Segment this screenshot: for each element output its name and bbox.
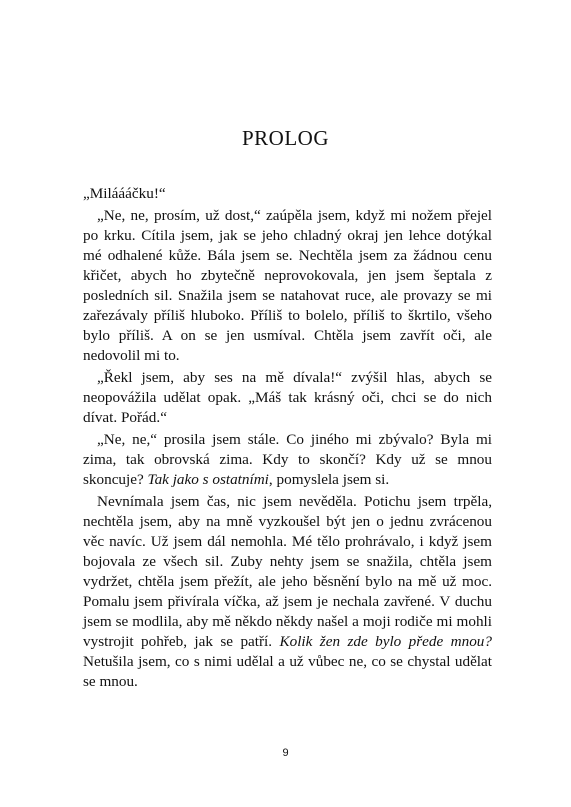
paragraph-1 [83, 184, 492, 204]
paragraph-4 [83, 430, 492, 490]
italic-thought: Kolik žen zde bylo přede mnou? [279, 633, 492, 650]
paragraph-text: Netušila jsem, co s nimi udělal a už vůbec ne, co se chystal udělat se mnou. [83, 653, 492, 690]
paragraph-text: „Miláááčku!“ [83, 185, 166, 202]
paragraph-3 [83, 368, 492, 428]
chapter-title: PROLOG [241, 126, 329, 150]
italic-thought: Tak jako s ostatními [147, 471, 269, 488]
paragraph-text: „Ne, ne, prosím, už dost,“ zaúpěla jsem, když mi nožem přejel po krku. Cítila jsem, jak se jeho chladný okraj jen lehce dotýkal mé odhalené kůže. Bála jsem se. Nechtěla jsem za žádnou cenu křičet, abych ho zbytečně neprovokovala, jen jsem šeptala z posledních sil. Snažila jsem se natahovat ruce, ale provazy se mi zařezávaly příliš hluboko. Příliš to bolelo, příliš to škrtilo, všeho bylo příliš. A on se jen usmíval. Chtěla jsem zavřít oči, ale nedovolil mi to. [83, 207, 492, 364]
paragraph-text: „Ne, ne,“ prosila jsem stále. Co jiného mi zbývalo? Byla mi zima, tak obrovská zima. Kdy to skončí? Kdy už se mnou skoncuje? [83, 431, 492, 488]
page-number: 9 [282, 747, 289, 759]
paragraph-5 [83, 492, 492, 692]
paragraph-text: „Řekl jsem, aby ses na mě dívala!“ zvýšil hlas, abych se neopovážila udělat opak. „Máš tak krásný oči, chci se do nich dívat. Pořád.“ [83, 369, 492, 426]
paragraph-2 [83, 206, 492, 366]
paragraph-text: Nevnímala jsem čas, nic jsem nevěděla. Potichu jsem trpěla, nechtěla jsem, aby na mně vyzkoušel být jen o jednu zvrácenou věc navíc. Už jsem dál nemohla. Mé tělo prohrávalo, i když jsem bojovala ze všech sil. Zuby nehty jsem se snažila, chtěla jsem vydržet, chtěla jsem přežít, ale jeho běsnění bylo na mě už moc. Pomalu jsem přivírala víčka, až jsem je nechala zavřené. V duchu jsem se modlila, aby mě někdo někdy našel a moji rodiče mi mohli vystrojit pohřeb, jak se patří. [83, 493, 492, 650]
chapter-body [83, 184, 492, 694]
paragraph-text: , pomyslela jsem si. [268, 471, 390, 488]
